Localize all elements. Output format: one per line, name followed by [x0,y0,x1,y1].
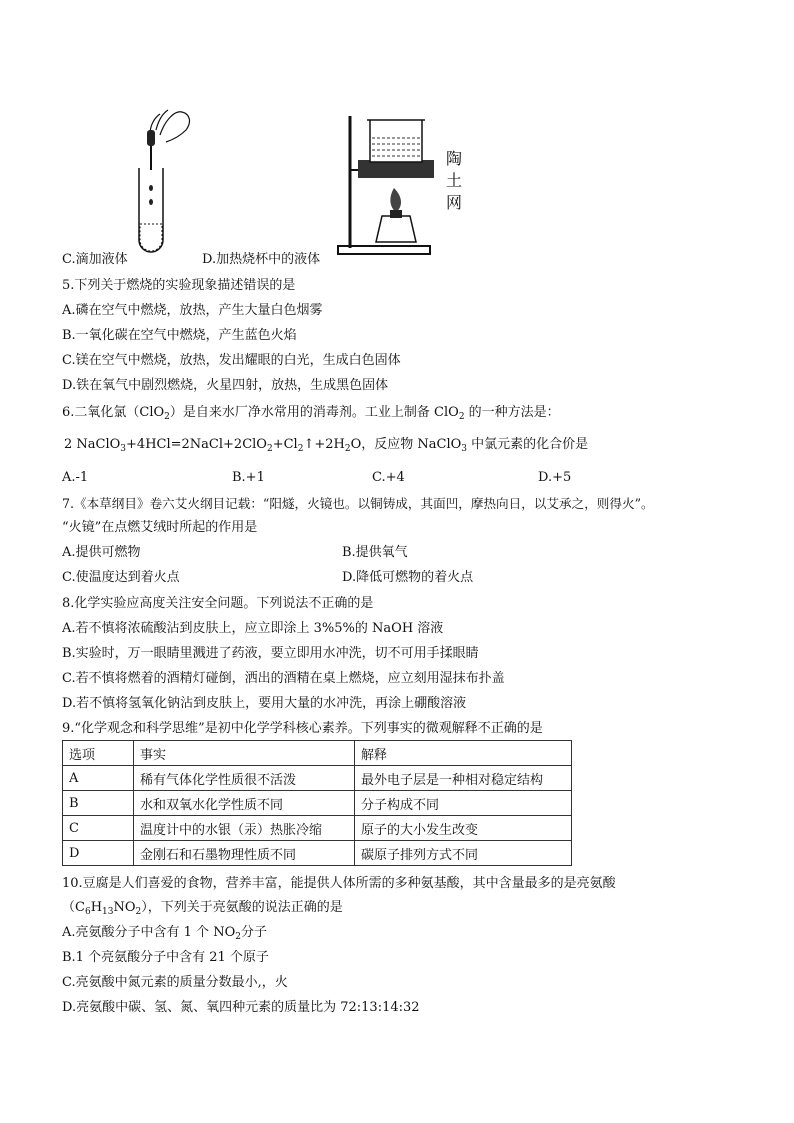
table-row [63,791,572,816]
table-cell: 稀有气体化学性质很不活泼 [134,766,355,791]
table-header-row [63,741,572,766]
table-cell: 温度计中的水银（汞）热胀冷缩 [134,816,355,841]
q6-stem-part: 6.二氧化氯（ClO [62,405,165,420]
eq-part: 2 NaClO [64,437,121,452]
eq-part: 中氯元素的化合价是 [467,437,589,452]
table-row [63,841,572,866]
beaker-heating-figure [330,108,440,260]
q8-option-d: D.若不慎将氢氧化钠沾到皮肤上，要用大量的水冲洗，再涂上硼酸溶液 [62,696,467,711]
table-cell: 分子构成不同 [355,791,572,816]
q7-option-a: A.提供可燃物 [62,545,141,560]
formula-part: （C [62,900,85,915]
q5-option-d: D.铁在氧气中剧烈燃烧，火星四射，放热，生成黑色固体 [62,378,389,393]
q10-option-a [62,923,267,943]
q7-stem-2: “火镜”在点燃艾绒时所起的作用是 [62,520,258,535]
option-part: 分子 [240,925,267,940]
eq-part: +Cl [272,437,298,452]
q10-option-c: C.亮氨酸中氮元素的质量分数最小,，火 [62,975,288,990]
eq-sub: 2 [266,444,273,454]
table-cell: 碳原子排列方式不同 [355,841,572,866]
q6-stem-part: ）是自来水厂净水常用的消毒剂。工业上制备 ClO [169,405,459,420]
q6-stem [62,403,560,423]
table-row [63,766,572,791]
table-cell: B [63,791,134,816]
q5-option-c: C.镁在空气中燃烧，放热，发出耀眼的白光，生成白色固体 [62,353,401,368]
q6-option-c: C.+4 [372,470,405,485]
q8-option-b: B.实验时，万一眼睛里溅进了药液，要立即用水冲洗，切不可用手揉眼睛 [62,646,479,661]
table-row [63,816,572,841]
table-cell: 原子的大小发生改变 [355,816,572,841]
formula-part: ），下列关于亮氨酸的说法正确的是 [141,900,343,915]
mesh-label-3: 网 [446,193,463,212]
table-header-cell: 事实 [134,741,355,766]
q6-option-a: A.-1 [62,470,89,485]
mesh-label-1: 陶 [446,149,463,168]
formula-sub: 2 [135,907,142,917]
q7-option-d: D.降低可燃物的着火点 [342,570,474,585]
q7-option-b: B.提供氧气 [342,545,408,560]
formula-sub: 13 [102,907,114,917]
option-sub: 2 [235,932,241,942]
q8-stem: 8.化学实验应高度关注安全问题。下列说法不正确的是 [62,596,374,611]
q10-option-b: B.1 个亮氨酸分子中含有 21 个原子 [62,950,269,965]
table-cell: 最外电子层是一种相对稳定结构 [355,766,572,791]
q9-stem: 9.“化学观念和科学思维”是初中化学学科核心素养。下列事实的微观解释不正确的是 [62,721,543,736]
table-header-cell: 选项 [63,741,134,766]
eq-sub: 2 [297,444,304,454]
table-header-cell: 解释 [355,741,572,766]
q6-sub: 2 [164,412,170,422]
table-cell: C [63,816,134,841]
q8-option-c: C.若不慎将燃着的酒精灯碰倒，洒出的酒精在桌上燃烧，应立刻用湿抹布扑盖 [62,671,505,686]
formula-part: H [90,900,103,915]
eq-part: O，反应物 NaClO [350,437,462,452]
table-cell: 水和双氧水化学性质不同 [134,791,355,816]
figure-d-label: D.加热烧杯中的液体 [202,252,321,267]
figure-c-label: C.滴加液体 [62,252,128,267]
q5-option-a: A.磷在空气中燃烧，放热，产生大量白色烟雾 [62,303,323,318]
eq-sub: 3 [461,444,467,454]
q7-option-c: C.使温度达到着火点 [62,570,180,585]
eq-sub: 3 [120,444,127,454]
q5-stem: 5.下列关于燃烧的实验现象描述错误的是 [62,278,296,293]
eq-sub: 2 [344,444,351,454]
q10-option-d: D.亮氨酸中碳、氢、氮、氧四种元素的质量比为 72:13:14:32 [62,1000,420,1015]
table-cell: D [63,841,134,866]
option-part: A.亮氨酸分子中含有 1 个 NO [62,925,236,940]
dropper-test-tube-figure [120,100,200,260]
q10-stem-2 [62,898,343,918]
eq-part: +4HCl=2NaCl+2ClO [126,437,267,452]
q7-stem-1: 7.《本草纲目》卷六艾火纲目记载：“阳燧，火镜也。以铜铸成，其面凹，摩热向日，以艾承之，则得火”。 [62,496,654,511]
q6-equation [64,435,588,455]
q6-sub: 2 [458,412,465,422]
q9-table [62,740,572,866]
formula-sub: 6 [84,907,91,917]
table-cell: A [63,766,134,791]
q5-option-b: B.一氧化碳在空气中燃烧，产生蓝色火焰 [62,328,297,343]
table-cell: 金刚石和石墨物理性质不同 [134,841,355,866]
mesh-label-2: 土 [446,171,463,190]
q10-stem-1: 10.豆腐是人们喜爱的食物，营养丰富，能提供人体所需的多种氨基酸，其中含量最多的是亮氨酸 [62,876,616,891]
eq-part: ↑+2H [303,437,345,452]
q6-stem-part: 的一种方法是： [464,405,560,420]
q6-option-b: B.+1 [232,470,265,485]
q8-option-a: A.若不慎将浓硫酸沾到皮肤上，应立即涂上 3%5%的 NaOH 溶液 [62,621,444,636]
formula-part: NO [113,900,136,915]
q6-option-d: D.+5 [538,470,572,485]
